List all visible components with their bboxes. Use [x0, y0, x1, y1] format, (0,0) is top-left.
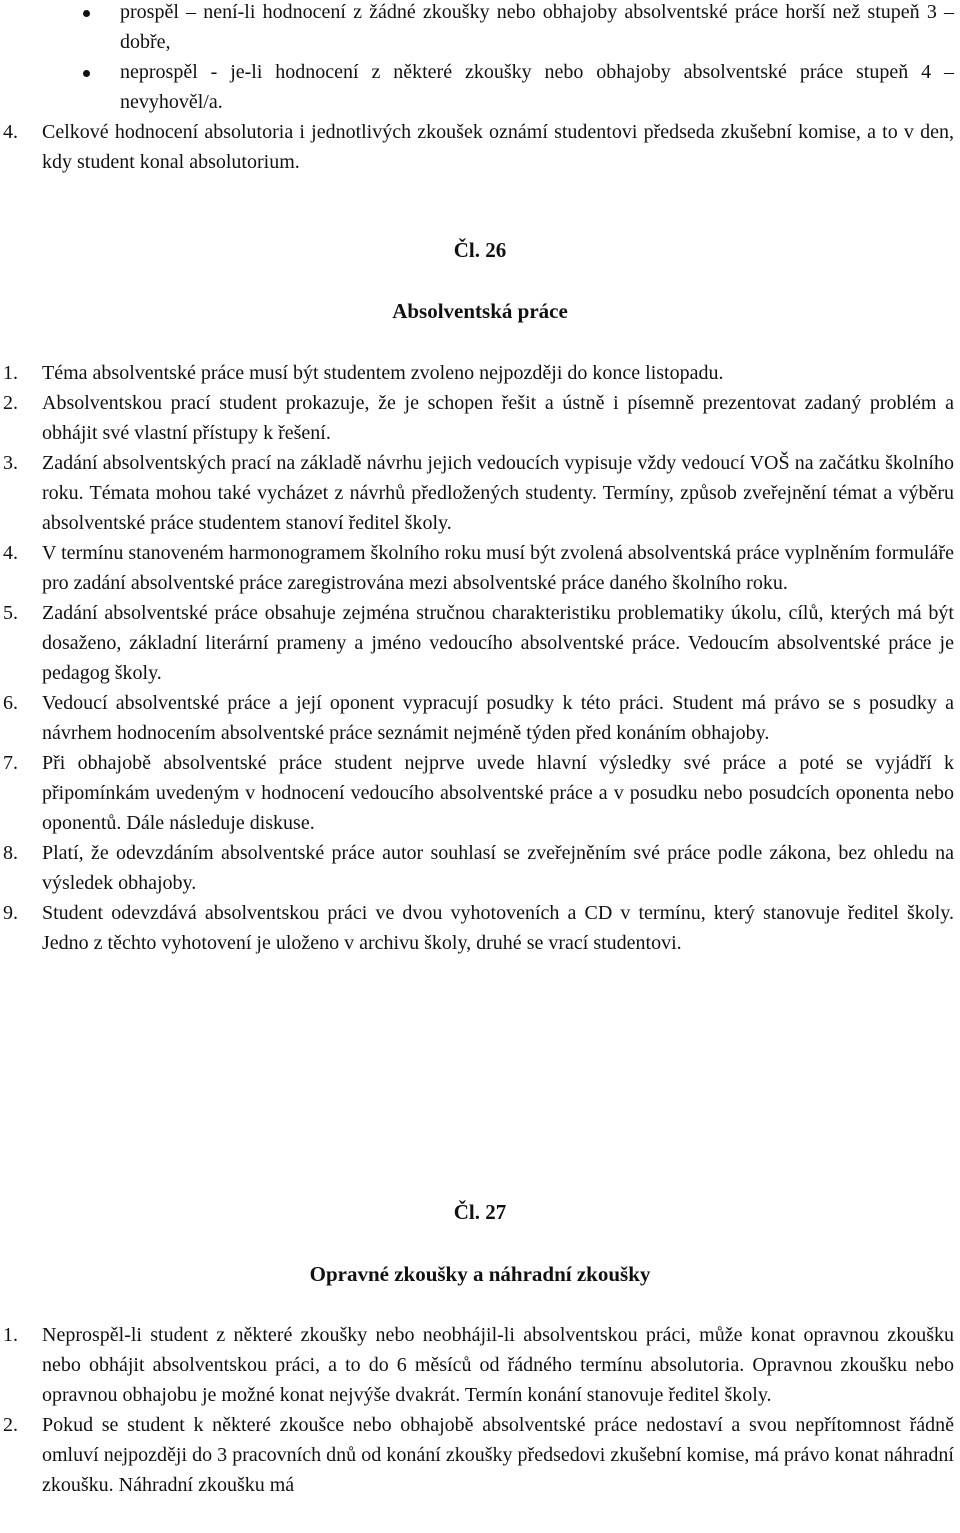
article-26-title: Absolventská práce: [392, 299, 568, 323]
list-item: [0, 0, 960, 57]
item-text: Celkové hodnocení absolutoria i jednotlivých zkoušek oznámí studentovi předseda zkušební komise, a to v den, kdy student konal absolutorium.: [42, 121, 954, 173]
item-text: Student odevzdává absolventskou práci ve dvou vyhotoveních a CD v termínu, který stanovuje ředitel školy. Jedno z těchto vyhotovení je uloženo v archivu školy, druhé se vrací studentovi.: [42, 902, 954, 954]
article-27-number: Čl. 27: [453, 1200, 507, 1224]
item-text: Při obhajobě absolventské práce student nejprve uvede hlavní výsledky své práce a poté se vyjádří k připomínkám uvedeným v hodnocení vedoucího absolventské práce a v posudku nebo posudcích oponenta nebo oponentů. Dále následuje diskuse.: [42, 752, 954, 834]
list-item: [0, 117, 960, 177]
item-text: V termínu stanoveném harmonogramem školního roku musí být zvolená absolventská práce vyplněním formuláře pro zadání absolventské práce zaregistrována mezi absolventské práce daného školního roku.: [42, 542, 954, 594]
article-26-number: Čl. 26: [453, 238, 507, 262]
item-number: 5.: [3, 602, 18, 624]
item-number: 3.: [3, 452, 18, 474]
article-27-list: [0, 1320, 960, 1500]
article-26-list: [0, 358, 960, 958]
item-text: Zadání absolventských prací na základě návrhu jejich vedoucích vypisuje vždy vedoucí VOŠ na začátku školního roku. Témata mohou také vycházet z návrhů předložených studenty. Termíny, způsob zveřejnění témat a výběru absolventské práce studentem stanoví ředitel školy.: [42, 452, 954, 534]
list-item: [0, 1410, 960, 1500]
bullet-text: neprospěl - je-li hodnocení z některé zkoušky nebo obhajoby absolventské práce stupeň 4 – nevyhověl/a.: [120, 61, 954, 113]
list-item: [0, 388, 960, 448]
item-text: Téma absolventské práce musí být studentem zvoleno nejpozději do konce listopadu.: [42, 362, 724, 384]
item-number: 4.: [3, 121, 18, 143]
item-text: Absolventskou prací student prokazuje, že je schopen řešit a ústně i písemně prezentovat zadaný problém a obhájit své vlastní přístupy k řešení.: [42, 392, 954, 444]
list-item: [0, 538, 960, 598]
item-number: 4.: [3, 542, 18, 564]
list-item: [0, 688, 960, 748]
list-item: [0, 1320, 960, 1410]
bullet-text: prospěl – není-li hodnocení z žádné zkoušky nebo obhajoby absolventské práce horší než stupeň 3 – dobře,: [120, 1, 954, 53]
item-number: 6.: [3, 692, 18, 714]
item-text: Platí, že odevzdáním absolventské práce autor souhlasí se zveřejněním své práce podle zákona, bez ohledu na výsledek obhajoby.: [42, 842, 954, 894]
item-text: Neprospěl-li student z některé zkoušky nebo neobhájil-li absolventskou práci, může konat opravnou zkoušku nebo obhájit absolventskou práci, a to do 6 měsíců od řádného termínu absolutoria. Opravnou zkoušku nebo opravnou obhajobu je možné konat nejvýše dvakrát. Termín konání stanovuje ředitel školy.: [42, 1324, 954, 1406]
list-item: [0, 898, 960, 958]
item-number: 1.: [3, 1324, 18, 1346]
previous-article-item: [0, 117, 960, 177]
list-item: [0, 748, 960, 838]
item-text: Vedoucí absolventské práce a její oponent vypracují posudky k této práci. Student má právo se s posudky a návrhem hodnocením absolventské práce seznámit nejméně týden před konáním obhajoby.: [42, 692, 954, 744]
list-item: [0, 448, 960, 538]
list-item: [0, 57, 960, 117]
item-number: 1.: [3, 362, 18, 384]
bullet-icon: [83, 70, 90, 77]
item-text: Pokud se student k některé zkoušce nebo obhajobě absolventské práce nedostaví a svou nepřítomnost řádně omluví nejpozději do 3 pracovních dnů od konání zkoušky předsedovi zkušební komise, má právo konat náhradní zkoušku. Náhradní zkoušku má: [42, 1414, 954, 1496]
grading-bullet-list: [0, 0, 960, 117]
item-number: 7.: [3, 752, 18, 774]
article-27-title: Opravné zkoušky a náhradní zkoušky: [309, 1262, 651, 1286]
list-item: [0, 358, 960, 388]
bullet-icon: [83, 10, 90, 17]
item-number: 9.: [3, 902, 18, 924]
item-number: 8.: [3, 842, 18, 864]
item-number: 2.: [3, 1414, 18, 1436]
list-item: [0, 598, 960, 688]
item-text: Zadání absolventské práce obsahuje zejména stručnou charakteristiku problematiky úkolu, cílů, kterých má být dosaženo, základní literární prameny a jméno vedoucího absolventské práce. Vedoucím absolventské práce je pedagog školy.: [42, 602, 954, 684]
list-item: [0, 838, 960, 898]
item-number: 2.: [3, 392, 18, 414]
